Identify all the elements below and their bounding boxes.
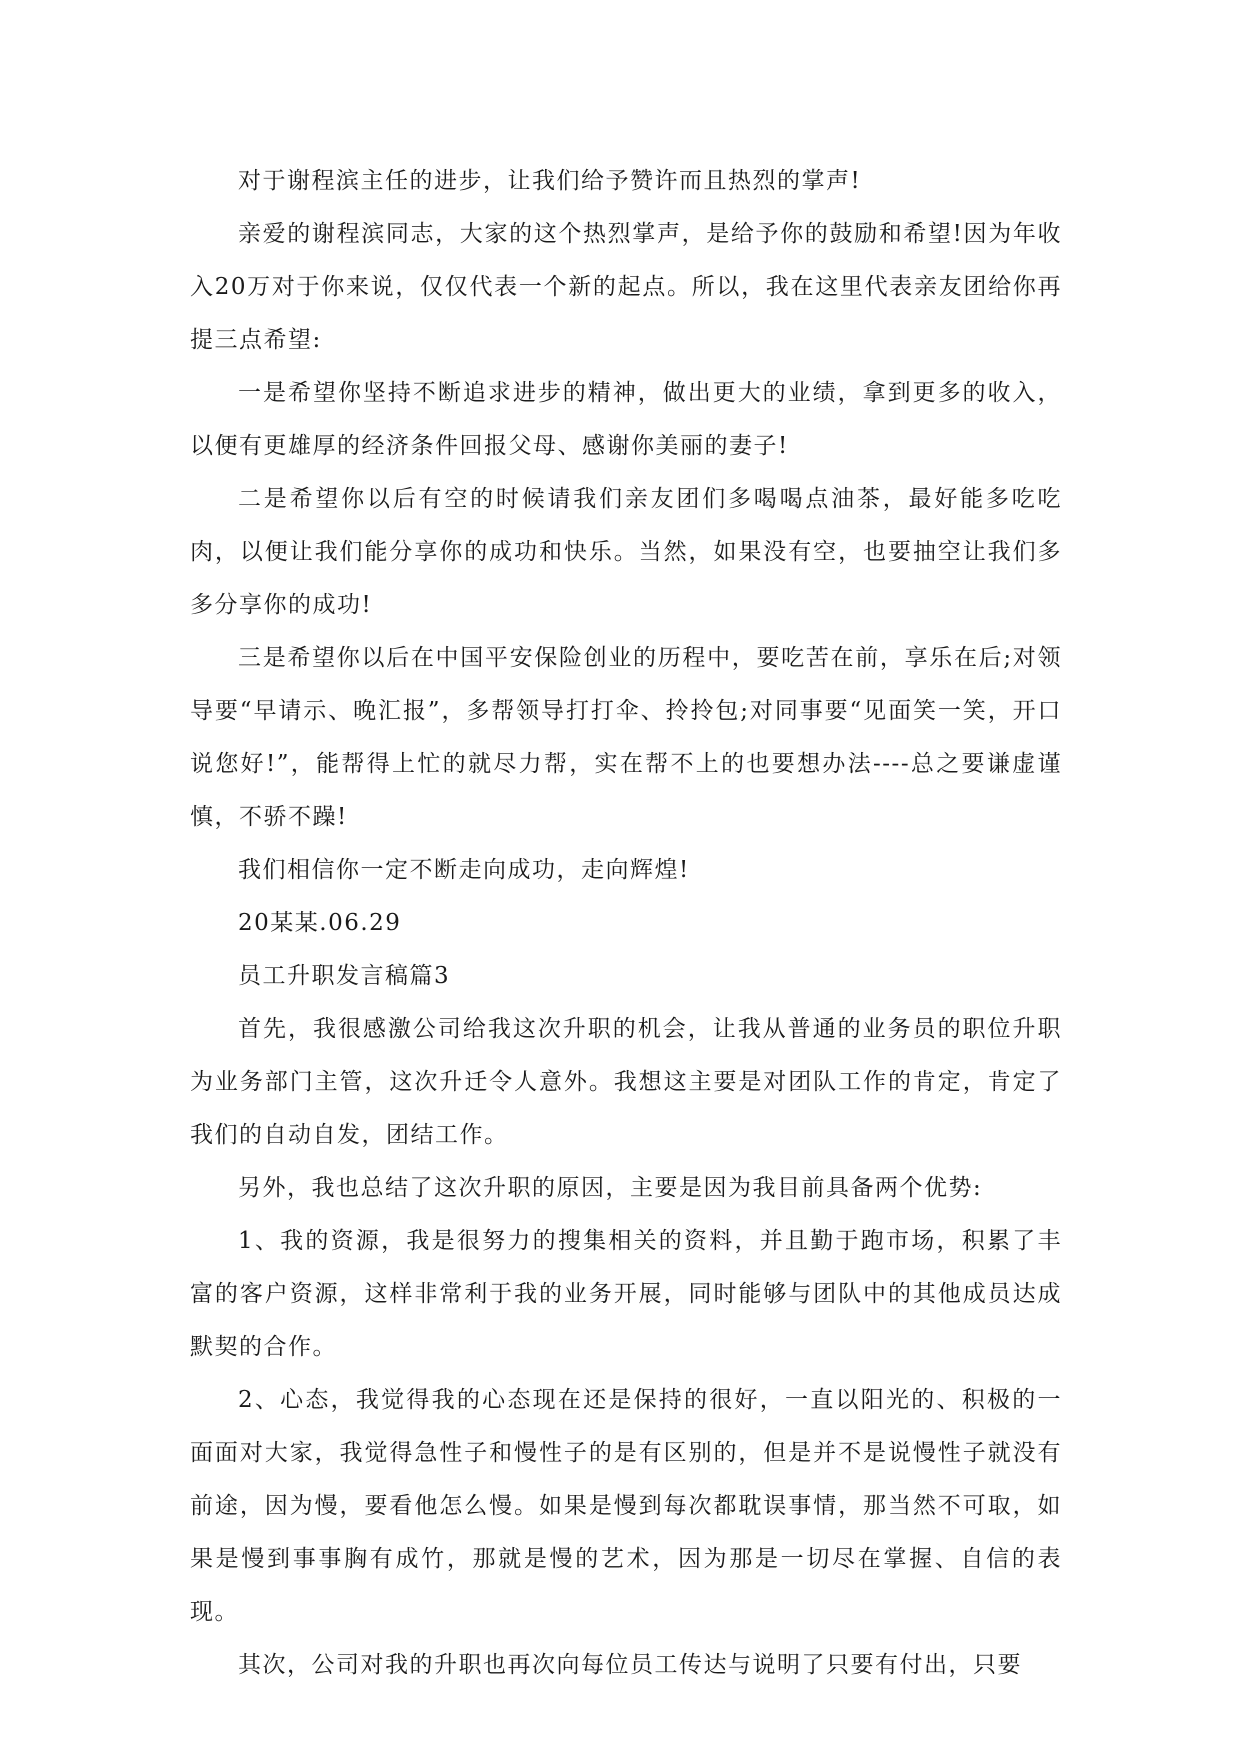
paragraph-hope-two: 二是希望你以后有空的时候请我们亲友团们多喝喝点油茶，最好能多吃吃肉，以便让我们能分享你的成功和快乐。当然，如果没有空，也要抽空让我们多多分享你的成功! (190, 486, 1062, 618)
paragraph-date: 20某某.06.29 (238, 910, 402, 936)
paragraph-additionally: 另外，我也总结了这次升职的原因，主要是因为我目前具备两个优势: (238, 1175, 983, 1201)
paragraph-applause: 对于谢程滨主任的进步，让我们给予赞许而且热烈的掌声! (238, 168, 862, 194)
paragraph-secondly: 其次，公司对我的升职也再次向每位员工传达与说明了只要有付出，只要 (238, 1652, 1022, 1678)
paragraph-hope-three: 三是希望你以后在中国平安保险创业的历程中，要吃苦在前，享乐在后;对领导要“早请示、晚汇报”，多帮领导打打伞、拎拎包;对同事要“见面笑一笑，开口说您好!”，能帮得上忙的就尽力帮，实在帮不上的也要想办法----总之要谦虚谨慎，不骄不躁! (190, 645, 1062, 830)
paragraph-point-two: 2、心态，我觉得我的心态现在还是保持的很好，一直以阳光的、积极的一面面对大家，我觉得急性子和慢性子的是有区别的，但是并不是说慢性子就没有前途，因为慢，要看他怎么慢。如果是慢到每次都耽误事情，那当然不可取，如果是慢到事事胸有成竹，那就是慢的艺术，因为那是一切尽在掌握、自信的表现。 (190, 1387, 1062, 1625)
paragraph-point-one: 1、我的资源，我是很努力的搜集相关的资料，并且勤于跑市场，积累了丰富的客户资源，这样非常利于我的业务开展，同时能够与团队中的其他成员达成默契的合作。 (190, 1228, 1062, 1360)
paragraph-believe: 我们相信你一定不断走向成功，走向辉煌! (238, 857, 690, 883)
document-body (190, 155, 1062, 1692)
paragraph-dear-comrade: 亲爱的谢程滨同志，大家的这个热烈掌声，是给予你的鼓励和希望!因为年收入20万对于你来说，仅仅代表一个新的起点。所以，我在这里代表亲友团给你再提三点希望: (190, 221, 1062, 353)
paragraph-first: 首先，我很感激公司给我这次升职的机会，让我从普通的业务员的职位升职为业务部门主管，这次升迁令人意外。我想这主要是对团队工作的肯定，肯定了我们的自动自发，团结工作。 (190, 1016, 1062, 1148)
section-heading: 员工升职发言稿篇3 (238, 963, 451, 989)
paragraph-hope-one: 一是希望你坚持不断追求进步的精神，做出更大的业绩，拿到更多的收入，以便有更雄厚的经济条件回报父母、感谢你美丽的妻子! (190, 380, 1062, 459)
